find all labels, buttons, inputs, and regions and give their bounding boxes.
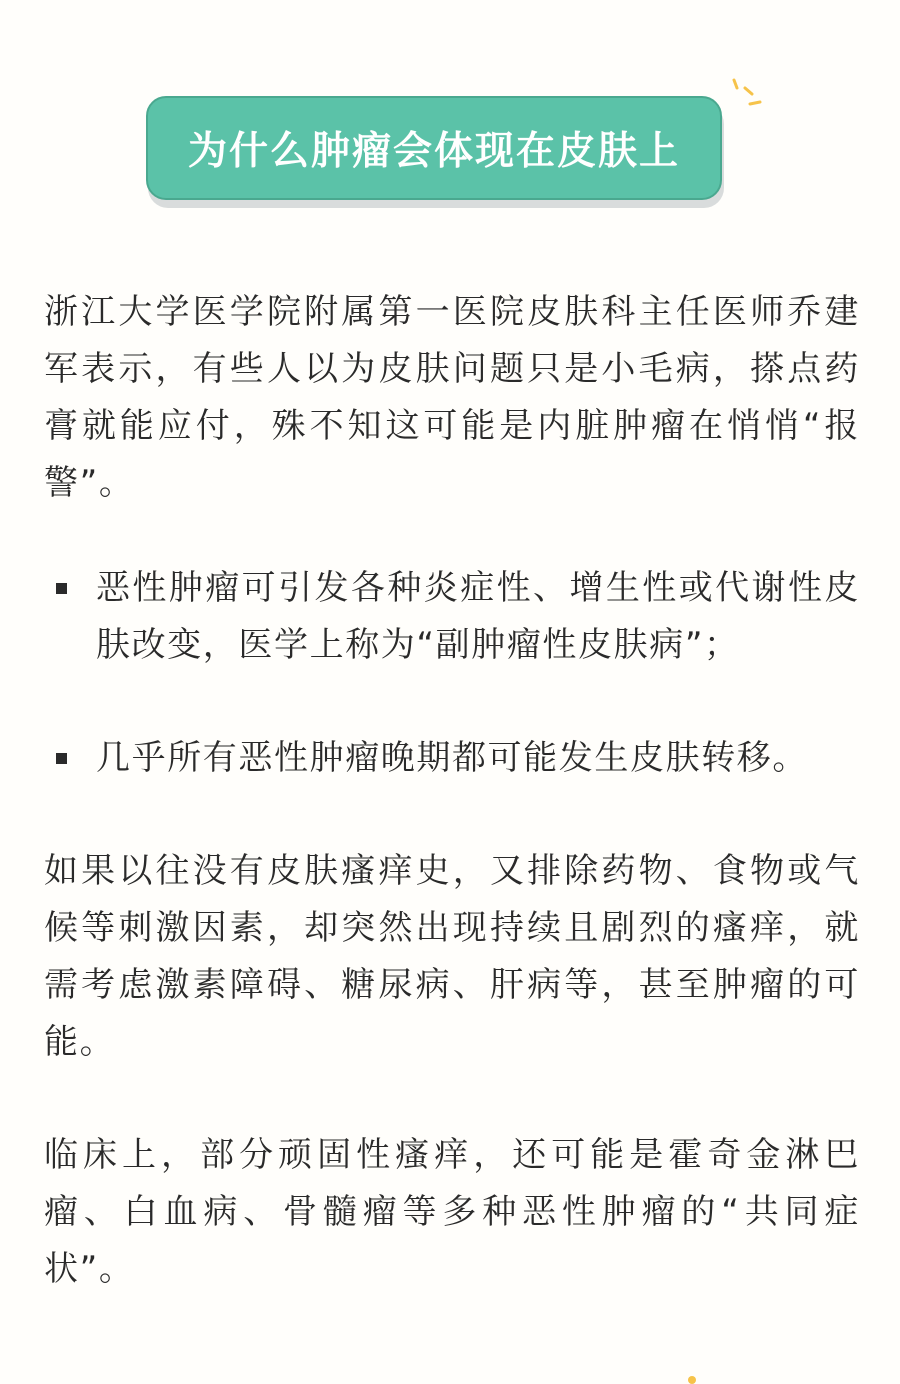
section-title: 为什么肿瘤会体现在皮肤上	[187, 129, 680, 174]
decorative-dot-icon	[688, 1376, 696, 1384]
square-bullet-icon	[56, 753, 67, 764]
list-item-text: 恶性肿瘤可引发各种炎症性、增生性或代谢性皮肤改变，医学上称为“副肿瘤性皮肤病”；	[96, 568, 860, 665]
bullet-list	[44, 560, 860, 787]
section-header-box	[146, 96, 722, 200]
clinical-paragraph: 临床上，部分顽固性瘙痒，还可能是霍奇金淋巴瘤、白血病、骨髓瘤等多种恶性肿瘤的“共同症状”。	[44, 1135, 860, 1289]
square-bullet-icon	[56, 583, 67, 594]
sparkle-icon	[728, 76, 770, 116]
section-header	[146, 96, 726, 208]
list-item-text: 几乎所有恶性肿瘤晚期都可能发生皮肤转移。	[96, 738, 808, 778]
list-item	[44, 730, 860, 787]
intro-paragraph: 浙江大学医学院附属第一医院皮肤科主任医师乔建军表示，有些人以为皮肤问题只是小毛病，搽点药膏就能应付，殊不知这可能是内脏肿瘤在悄悄“报警”。	[44, 292, 860, 503]
itch-paragraph: 如果以往没有皮肤瘙痒史，又排除药物、食物或气候等刺激因素，却突然出现持续且剧烈的瘙痒，就需考虑激素障碍、糖尿病、肝病等，甚至肿瘤的可能。	[44, 851, 860, 1062]
list-item	[44, 560, 860, 674]
article-body	[44, 284, 860, 1298]
